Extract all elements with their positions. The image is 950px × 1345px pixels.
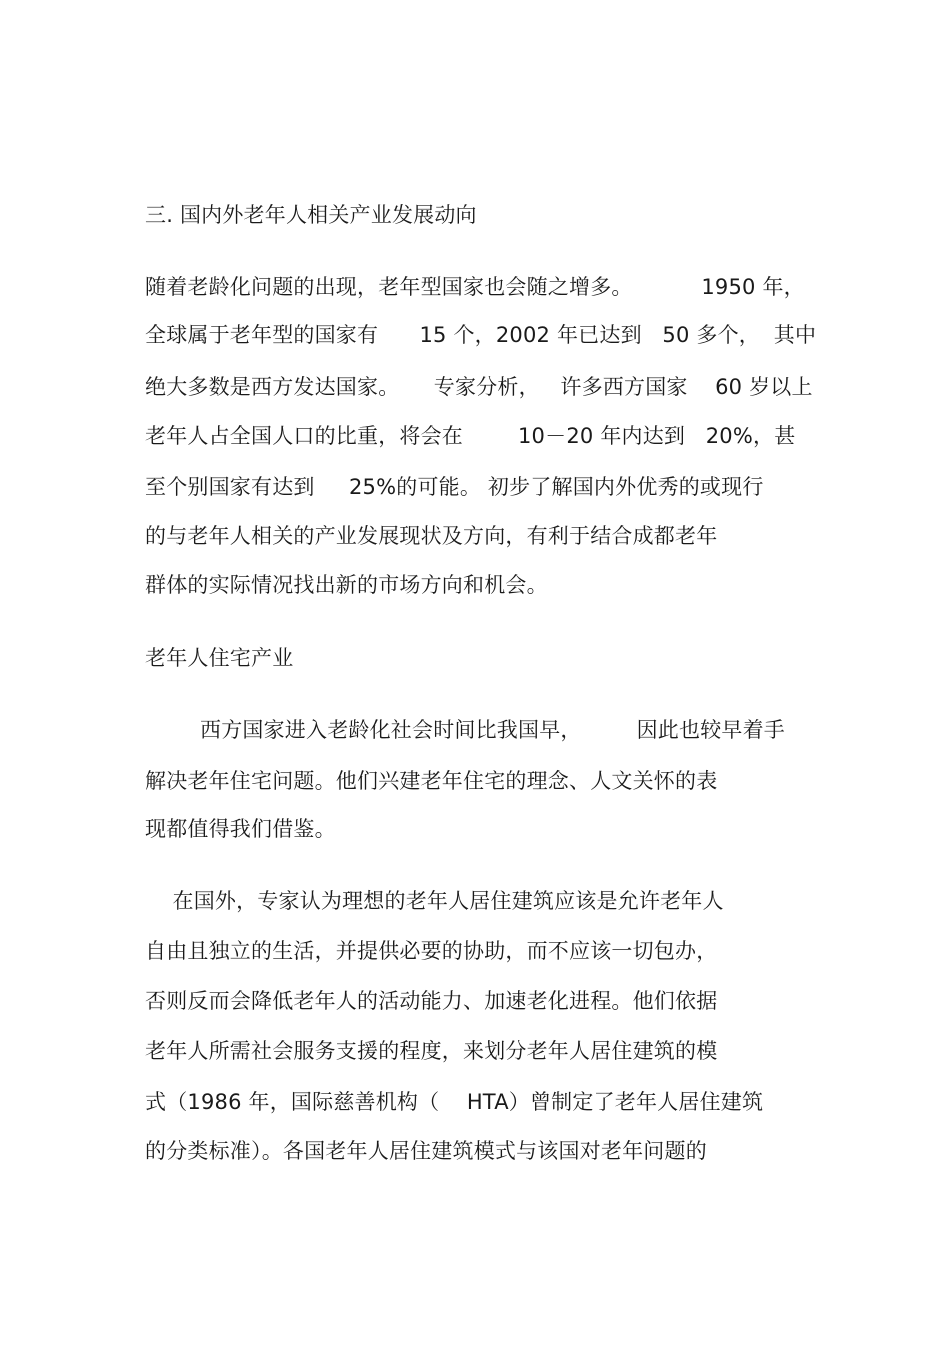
text-line: 至个别国家有达到 25%的可能。 初步了解国内外优秀的或现行 — [145, 475, 764, 499]
text-line: 绝大多数是西方发达国家。 专家分析， 许多西方国家 60 岁以上 — [145, 375, 813, 399]
text-line: 的与老年人相关的产业发展现状及方向，有利于结合成都老年 — [145, 524, 718, 548]
text-line: 老年人所需社会服务支援的程度，来划分老年人居住建筑的模 — [145, 1039, 718, 1063]
text-line: 否则反而会降低老年人的活动能力、加速老化进程。他们依据 — [145, 989, 718, 1013]
text-line: 在国外，专家认为理想的老年人居住建筑应该是允许老年人 — [145, 889, 724, 913]
text-line: 随着老龄化问题的出现，老年型国家也会随之增多。 1950 年， — [145, 275, 805, 299]
text-line: 式（1986 年，国际慈善机构（ HTA）曾制定了老年人居住建筑 — [145, 1090, 764, 1114]
text-line: 群体的实际情况找出新的市场方向和机会。 — [145, 573, 548, 597]
text-line: 自由且独立的生活，并提供必要的协助，而不应该一切包办， — [145, 939, 718, 963]
text-line: 解决老年住宅问题。他们兴建老年住宅的理念、人文关怀的表 — [145, 769, 718, 793]
subheading: 老年人住宅产业 — [145, 646, 294, 670]
text-line: 现都值得我们借鉴。 — [145, 817, 336, 841]
text-line: 全球属于老年型的国家有 15 个，2002 年已达到 50 多个， 其中 — [145, 323, 817, 347]
text-line: 老年人占全国人口的比重，将会在 10－20 年内达到 20%，甚 — [145, 424, 796, 448]
section-heading: 三. 国内外老年人相关产业发展动向 — [145, 203, 477, 227]
text-line: 西方国家进入老龄化社会时间比我国早， 因此也较早着手 — [145, 718, 786, 742]
text-line: 的分类标准）。各国老年人居住建筑模式与该国对老年问题的 — [145, 1139, 707, 1163]
